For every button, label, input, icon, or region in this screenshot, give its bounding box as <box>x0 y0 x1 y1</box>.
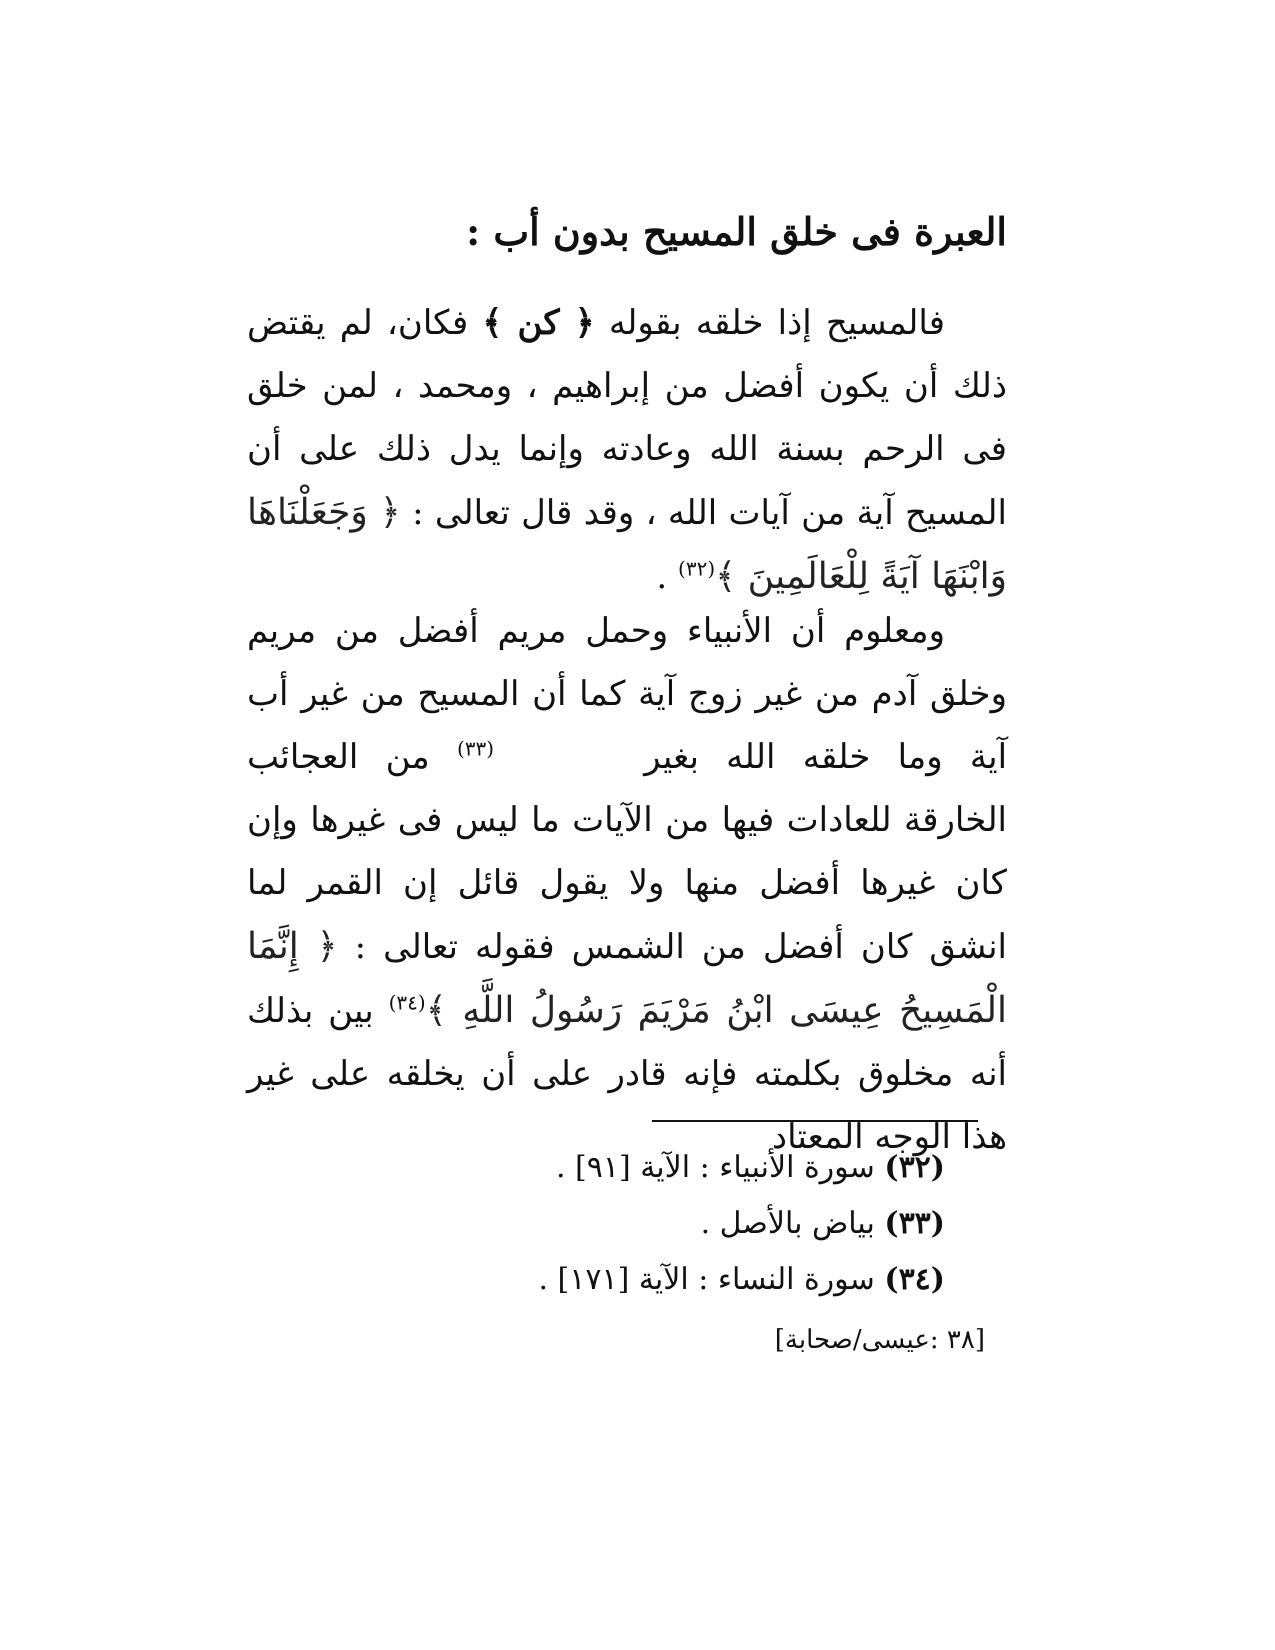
paragraph-1-text-b: فكان، لم يقتض ذلك أن يكون أفضل من إبراهيم ، ومحمد ، لمن خلق فى الرحم بسنة الله وعادته وإنما يدل ذلك على أن المسيح آية من آيات الله ، وقد قال تعالى : <box>247 303 1007 533</box>
footnote-number: (٣٣) <box>884 1206 945 1241</box>
paragraph-2-text-c: بين بذلك أنه مخلوق بكلمته فإنه قادر على أن يخلقه على غير هذا الوجه المعتاد <box>247 991 1007 1157</box>
quote-kun: ﴿ كن ﴾ <box>482 303 595 343</box>
paragraph-1-text-a: فالمسيح إذا خلقه بقوله <box>608 303 945 343</box>
footnote-text: بياض بالأصل . <box>700 1206 875 1241</box>
footnote-item <box>385 1140 945 1196</box>
paragraph-1 <box>247 292 1007 609</box>
footnote-number: (٣٤) <box>884 1262 945 1297</box>
footnotes <box>385 1140 945 1308</box>
footnote-number: (٣٢) <box>884 1150 945 1185</box>
section-heading: العبرة فى خلق المسيح بدون أب : <box>466 209 1007 254</box>
paragraph-1-end: . <box>656 557 679 597</box>
footnote-ref-32: (٣٢) <box>678 556 716 581</box>
footnote-text: سورة الأنبياء : الآية [٩١] . <box>555 1150 875 1185</box>
quran-verse-2: ﴿ إِنَّمَا الْمَسِيحُ عِيسَى ابْنُ مَرْيَمَ رَسُولُ اللَّهِ ﴾ <box>247 926 1007 1031</box>
footnote-ref-33: (٣٣) <box>456 736 495 761</box>
footnote-divider <box>652 1120 978 1122</box>
paragraph-2-text-b: من العجائب الخارقة للعادات فيها من الآيات ما ليس فى غيرها وإن كان غيرها أفضل منها ولا يقول قائل إن القمر لما انشق كان أفضل من الشمس فقوله تعالى : <box>247 737 1008 967</box>
footnote-ref-34: (٣٤) <box>388 990 426 1015</box>
paragraph-2-text-a: ومعلوم أن الأنبياء وحمل مريم أفضل من مريم وخلق آدم من غير زوج آية كما أن المسيح من غير أب آية وما خلقه الله بغير <box>247 611 1008 777</box>
page-reference: [٣٨ :عيسى/صحابة] <box>774 1325 985 1355</box>
footnote-text: سورة النساء : الآية [١٧١] . <box>538 1262 875 1297</box>
quran-verse-1: ﴿ وَجَعَلْنَاهَا وَابْنَهَا آيَةً لِلْعَالَمِينَ ﴾ <box>247 492 1007 597</box>
footnote-item <box>385 1252 945 1308</box>
footnote-item <box>385 1196 945 1252</box>
paragraph-2 <box>247 600 1007 1169</box>
